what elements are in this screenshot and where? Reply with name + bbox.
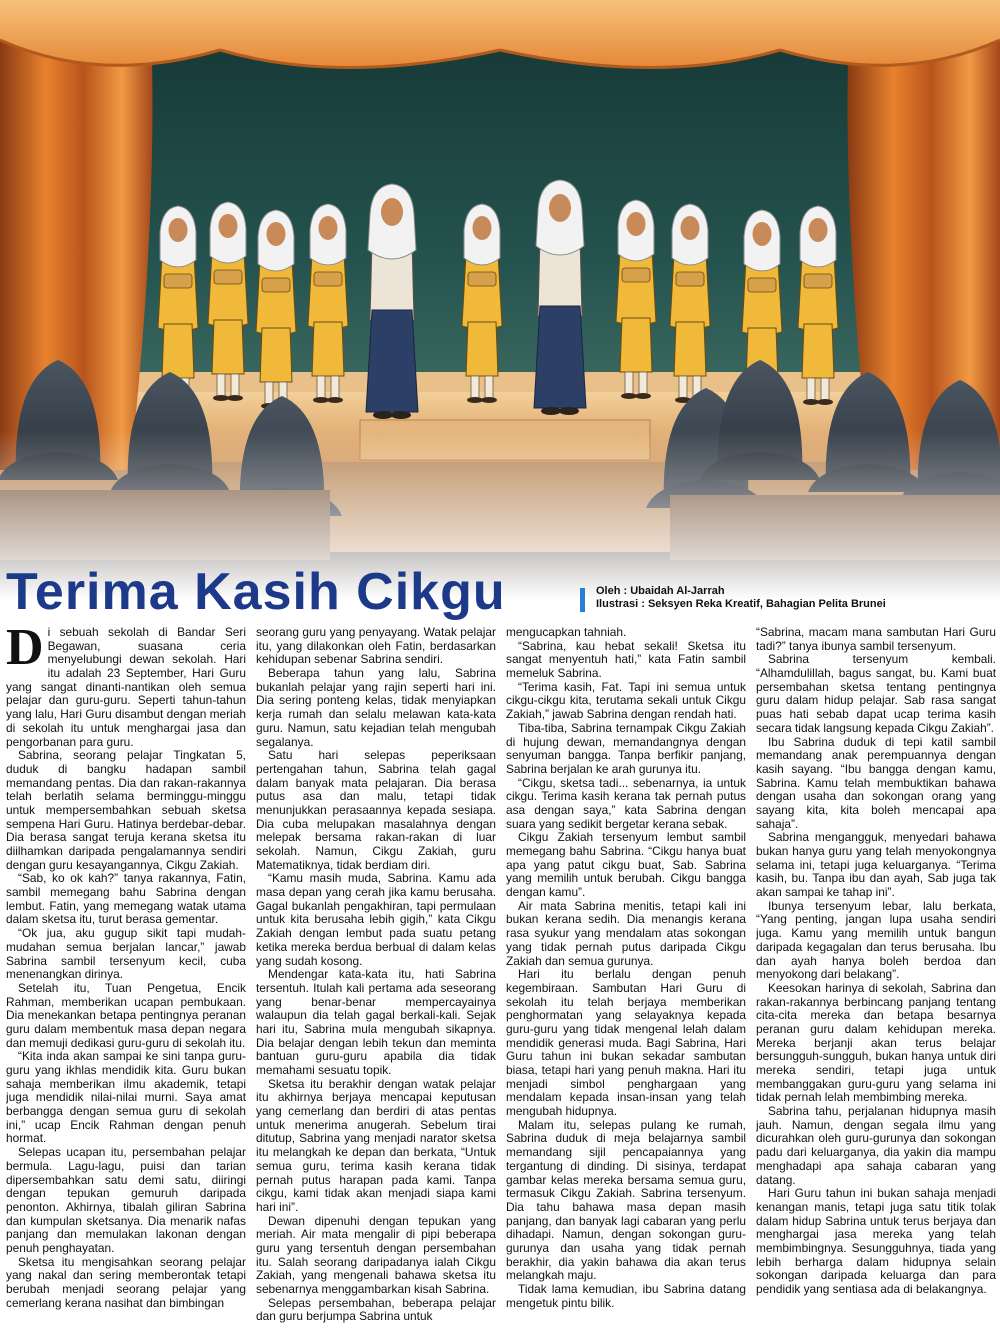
article-paragraph: Tidak lama kemudian, ibu Sabrina datang mengetuk pintu bilik. [506, 1282, 746, 1310]
article-paragraph: Ibu Sabrina duduk di tepi katil sambil memandang anak perempuannya dengan kasih sayang. “Ibu bangga dengan kamu, Sabrina. Kamu telah membuktikan bahawa dengan usaha dan sokongan orang yang sayang kita, kita boleh mencapai apa sahaja”. [756, 734, 996, 831]
article-paragraph: Selepas persembahan, beberapa pelajar dan guru berjumpa Sabrina untuk [256, 1295, 496, 1324]
author-credit: Oleh : Ubaidah Al-Jarrah [596, 585, 725, 597]
stage-illustration [0, 0, 1000, 600]
article-paragraph: Beberapa tahun yang lalu, Sabrina bukanlah pelajar yang rajin seperti hari ini. Dia sering ponteng kelas, tidak menyiapkan kerja rumah dan selalu melawan kata-kata guru. Namun, satu kejadian telah mengubah segalanya. [256, 666, 496, 749]
article-paragraph: mengucapkan tahniah. [506, 626, 627, 639]
article-column-2 [256, 626, 496, 1328]
article-paragraph: Sabrina, seorang pelajar Tingkatan 5, duduk di bangku hadapan sambil memandang pentas. Dia dan rakan-rakannya telah berlatih selama berminggu-minggu untuk mempersembahkan sebuah sketsa sempena Hari Guru. Hatinya berdebar-debar. Dia berasa sangat teruja kerana sketsa itu diilhamkan daripada pengalamannya sendiri dengan guru kesayangannya, Cikgu Zakiah. [6, 748, 246, 872]
paragraph-text: i sebuah sekolah di Bandar Seri Begawan, suasana ceria menyelubungi dewan sekolah. Hari itu adalah 23 September, Hari Guru yang sangat dinanti-nantikan oleh semua pelajar dan guru-guru. Seperti tahun-tahun yang lalu, Hari Guru disambut dengan meriah di sekolah itu untuk menghargai jasa dan pengorbanan para guru. [6, 626, 246, 749]
article-paragraph: “Sabrina, macam mana sambutan Hari Guru tadi?” tanya ibunya sambil tersenyum. [756, 626, 996, 653]
article-paragraph: Selepas ucapan itu, persembahan pelajar bermula. Lagu-lagu, puisi dan tarian dipersembahkan satu demi satu, diiringi dengan tepukan gemuruh daripada penonton. Akhirnya, tibalah giliran Sabrina dan kumpulan sketsanya. Dia menarik nafas panjang dan memulakan lakonan dengan penuh penghayatan. [6, 1145, 246, 1255]
article-paragraph: Satu hari selepas peperiksaan pertengahan tahun, Sabrina telah gagal dalam banyak mata pelajaran. Dia berasa putus asa dan malu, tetapi tidak menunjukkan perasaannya kepada sesiapa. Dia cuba melupakan masalahnya dengan melepak bersama rakan-rakan di luar sekolah. Namun, Cikgu Zakiah, guru Matematiknya, tidak berdiam diri. [256, 748, 496, 872]
article-body [6, 626, 996, 1328]
article-paragraph: Sketsa itu berakhir dengan watak pelajar itu akhirnya berjaya mencapai keputusan yang cemerlang dan berdiri di atas pentas untuk menerima anugerah. Sebelum tirai ditutup, Sabrina yang menjadi narator sketsa itu melangkah ke depan dan berkata, “Untuk semua guru, terima kasih kerana tidak pernah putus harapan pada kami. Tanpa cikgu, kami tidak akan menjadi siapa kami hari ini”. [256, 1076, 496, 1214]
article-paragraph: Air mata Sabrina menitis, tetapi kali ini bukan kerana sedih. Dia menangis kerana rasa syukur yang mendalam atas sokongan yang tidak pernah putus daripada Cikgu Zakiah dan semua gurunya. [506, 898, 746, 968]
article-paragraph: Dewan dipenuhi dengan tepukan yang meriah. Air mata mengalir di pipi beberapa guru yang tersentuh dengan persembahan itu. Salah seorang daripadanya ialah Cikgu Zakiah, yang mengenali bahawa sketsa itu sebenarnya menggambarkan kisah Sabrina. [256, 1213, 496, 1296]
article-paragraph [6, 626, 246, 749]
article-paragraph: Sketsa itu mengisahkan seorang pelajar yang nakal dan sering memberontak tetapi berubah menjadi seorang pelajar yang cemerlang kerana nasihat dan bimbingan [6, 1254, 246, 1310]
article-paragraph: Tiba-tiba, Sabrina ternampak Cikgu Zakiah di hujung dewan, memandangnya dengan senyuman bangga. Tanpa berfikir panjang, Sabrina berjalan ke arah gurunya itu. [506, 720, 746, 776]
article-column-1 [6, 626, 246, 1328]
article-paragraph: “Sabrina, kau hebat sekali! Sketsa itu sangat menyentuh hati,” kata Fatin sambil memeluk Sabrina. [506, 638, 746, 681]
illustration-credit: Ilustrasi : Seksyen Reka Kreatif, Bahagian Pelita Brunei [596, 598, 886, 610]
article-column-4 [756, 626, 996, 1328]
article-paragraph: Hari itu berlalu dengan penuh kegembiraan. Sambutan Hari Guru di sekolah itu telah berjaya memberikan penghormatan yang selayaknya kepada guru-guru yang tidak mengenal lelah dalam mendidik generasi muda. Bagi Sabrina, Hari Guru tahun ini bukan sekadar sambutan biasa, tetapi hari yang penuh makna. Hari itu menjadi simbol penghargaan yang mendalam kepada insan-insan yang telah mengubah hidupnya. [506, 967, 746, 1119]
byline [596, 585, 886, 611]
article-paragraph: “Kamu masih muda, Sabrina. Kamu ada masa depan yang cerah jika kamu berusaha. Gagal bukanlah pengakhiran, tapi permulaan untuk kita berusaha lebih gigih,” kata Cikgu Zakiah dengan lembut pada suatu petang ketika mereka berdua berbual di dalam kelas yang sudah kosong. [256, 871, 496, 968]
article-paragraph: Sabrina tersenyum kembali. “Alhamdulillah, bagus sangat, bu. Kami buat persembahan sketsa tentang pentingnya guru dalam hidup pelajar. Sab rasa sangat puas hati sebab dapat ucap terima kasih secara tidak langsung kepada Cikgu Zakiah”. [756, 652, 996, 735]
article-paragraph: Sabrina mengangguk, menyedari bahawa bukan hanya guru yang telah menyokongnya selama ini, tetapi juga keluarganya. “Terima kasih, bu. Tanpa ibu dan ayah, Sab juga tak akan sampai ke tahap ini”. [756, 830, 996, 900]
article-paragraph: Hari Guru tahun ini bukan sahaja menjadi kenangan manis, tetapi juga satu titik tolak dalam hidup Sabrina untuk terus berjaya dan menghargai jasa mereka yang telah membimbingnya. Sesungguhnya, tiada yang lebih berharga dalam hidupnya selain sokongan daripada keluarga dan para pendidik yang sentiasa ada di belakangnya. [756, 1186, 996, 1296]
article-paragraph: “Sab, ko ok kah?” tanya rakannya, Fatin, sambil memegang bahu Sabrina dengan lembut. Fatin, yang memegang watak utama dalam sketsa itu, turut berasa gementar. [6, 871, 246, 927]
article-paragraph: Mendengar kata-kata itu, hati Sabrina tersentuh. Itulah kali pertama ada seseorang yang benar-benar mempercayainya walaupun dia telah gagal berkali-kali. Sejak hari itu, Sabrina mula mengubah sikapnya. Dia belajar dengan lebih tekun dan meminta bantuan guru-guru apabila dia tidak memahami sesuatu topik. [256, 967, 496, 1077]
article-column-3 [506, 626, 746, 1328]
article-paragraph: “Cikgu, sketsa tadi... sebenarnya, ia untuk cikgu. Terima kasih kerana tak pernah putus asa dengan saya,” kata Sabrina dengan suara yang sedikit bergetar kerana sebak. [506, 775, 746, 831]
article-paragraph: Setelah itu, Tuan Pengetua, Encik Rahman, memberikan ucapan pembukaan. Dia menekankan betapa pentingnya peranan guru dalam membentuk masa depan negara dan memuji dedikasi guru-guru di sekolah itu. [6, 980, 246, 1050]
drop-cap: D [6, 626, 44, 676]
article-paragraph: Malam itu, selepas pulang ke rumah, Sabrina duduk di meja belajarnya sambil memandang sijil pencapaiannya yang tergantung di dinding. Di sisinya, terdapat gambar kelas mereka bersama semua guru, termasuk Cikgu Zakiah. Sabrina tersenyum. Dia tahu bahawa masa depan masih panjang, dan banyak lagi cabaran yang perlu dihadapi. Namun, dengan sokongan guru-gurunya dan usaha yang tidak pernah berakhir, dia yakin bahawa dia akan terus melangkah maju. [506, 1117, 746, 1283]
article-paragraph: “Terima kasih, Fat. Tapi ini semua untuk cikgu-cikgu kita, terutama sekali untuk Cikgu Zakiah,” jawab Sabrina dengan rendah hati. [506, 679, 746, 722]
byline-accent-bar [580, 588, 585, 612]
article-paragraph: “Kita inda akan sampai ke sini tanpa guru-guru yang ikhlas mendidik kita. Guru bukan sahaja memberikan ilmu akademik, tetapi juga mendidik nilai-nilai murni. Saya amat berbangga dengan semua guru di sekolah ini,” ucap Encik Rahman dengan penuh hormat. [6, 1049, 246, 1146]
article-paragraph: Ibunya tersenyum lebar, lalu berkata, “Yang penting, jangan lupa usaha sendiri juga. Kamu yang memilih untuk bangun daripada kegagalan dan terus berusaha. Ibu dan ayah hanya boleh berdoa dan menyokong dari belakang”. [756, 898, 996, 982]
article-paragraph: Sabrina tahu, perjalanan hidupnya masih jauh. Namun, dengan segala ilmu yang dicurahkan oleh guru-gurunya dan sokongan padu dari keluarganya, dia yakin dia mampu menghadapi apa sahaja cabaran yang datang. [756, 1104, 996, 1187]
article-paragraph: Keesokan harinya di sekolah, Sabrina dan rakan-rakannya berbincang panjang tentang cita-cita mereka dan betapa besarnya peranan guru dalam kehidupan mereka. Mereka berjanji akan terus belajar bersungguh-sungguh, bukan hanya untuk diri mereka sendiri, tetapi juga untuk membanggakan guru-guru yang selama ini tidak pernah lelah membimbing mereka. [756, 980, 996, 1105]
article-paragraph: Cikgu Zakiah tersenyum lembut sambil memegang bahu Sabrina. “Cikgu hanya buat apa yang patut cikgu buat, Sab. Sabrina yang memilih untuk berubah. Cikgu bangga dengan kamu”. [506, 830, 746, 900]
article-title: Terima Kasih Cikgu [6, 563, 506, 621]
article-paragraph: “Ok jua, aku gugup sikit tapi mudah-mudahan semua berjalan lancar,” jawab Sabrina sambil tersenyum kecil, cuba menenangkan dirinya. [6, 926, 246, 982]
article-paragraph: seorang guru yang penyayang. Watak pelajar itu, yang dilakonkan oleh Fatin, berdasarkan kehidupan sebenar Sabrina sendiri. [256, 626, 496, 667]
